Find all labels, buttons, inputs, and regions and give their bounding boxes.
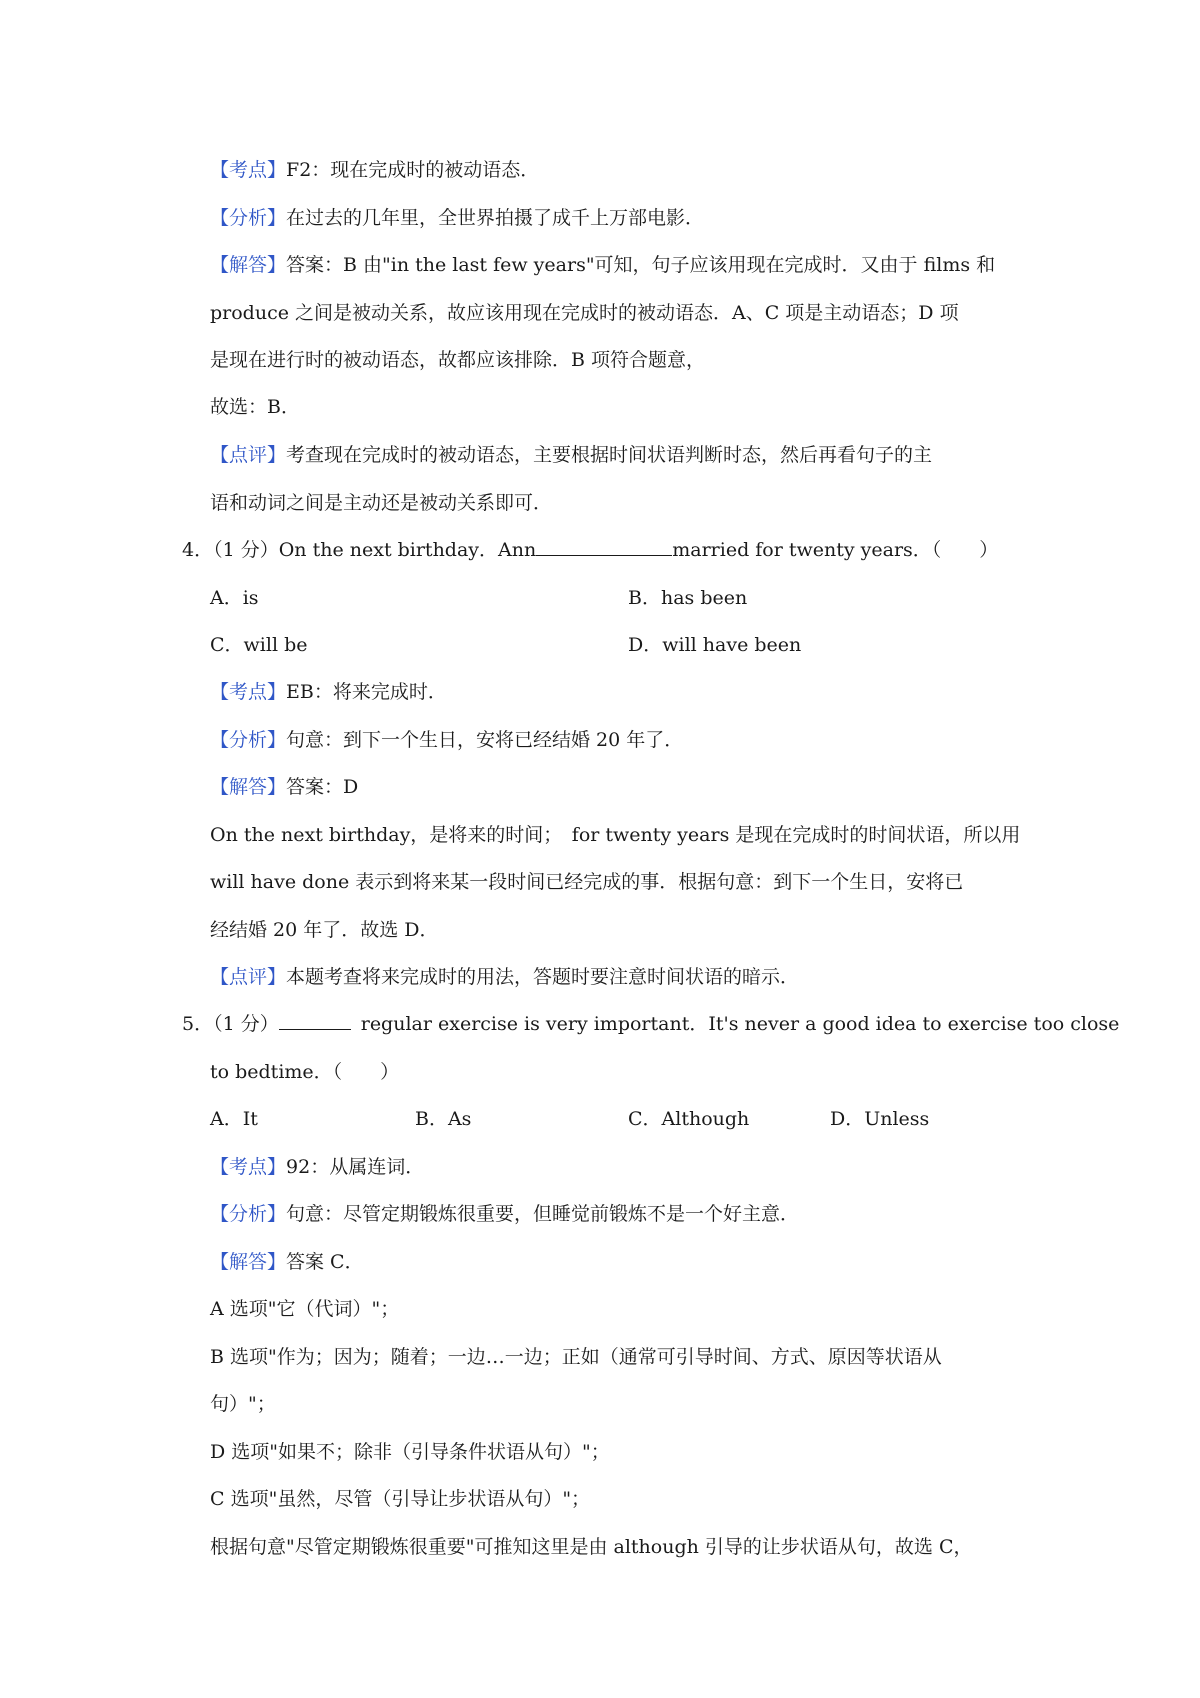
q5-body-line2: B 选项"作为；因为；随着；一边…一边；正如（通常可引导时间、方式、原因等状语从 <box>210 1346 942 1368</box>
q5-body-line6: 根据句意"尽管定期锻炼很重要"可推知这里是由 although 引导的让步状语从句，故选 C， <box>210 1536 973 1558</box>
jieda-text: 答案 C． <box>286 1251 364 1273</box>
q5-body-line1: A 选项"它（代词）"； <box>210 1298 400 1320</box>
q4-fenxi <box>210 727 1030 753</box>
kaodian-tag: 【考点】 <box>210 159 287 181</box>
q5-body-line5: C 选项"虽然，尽管（引导让步状语从句）"； <box>210 1488 591 1510</box>
q4-stem <box>182 537 1002 563</box>
fenxi-tag: 【分析】 <box>210 207 287 229</box>
q3-jieda-line4: 故选：B． <box>210 396 300 418</box>
stem-text: regular exercise is very important．It's never a good idea to exercise too close <box>360 1013 1120 1035</box>
kaodian-text: 92：从属连词． <box>286 1156 425 1178</box>
stem-text-cont: married for twenty years．（ ） <box>672 539 999 561</box>
jieda-tag: 【解答】 <box>210 254 287 276</box>
question-number: 4． <box>182 539 214 561</box>
q4-option-b: B．has been <box>628 587 748 609</box>
q5-kaodian <box>210 1154 1030 1180</box>
q4-body-line3: 经结婚 20 年了．故选 D． <box>210 919 439 941</box>
q5-option-b: B．As <box>415 1108 472 1130</box>
kaodian-tag: 【考点】 <box>210 681 287 703</box>
jieda-tag: 【解答】 <box>210 776 287 798</box>
q4-jieda <box>210 774 1030 800</box>
fenxi-text: 句意：到下一个生日，安将已经结婚 20 年了． <box>286 729 684 751</box>
kaodian-text: EB：将来完成时． <box>286 681 447 703</box>
kaodian-text: F2：现在完成时的被动语态． <box>286 159 540 181</box>
q4-option-c: C．will be <box>210 634 308 656</box>
question-score: （1 分） <box>213 1013 279 1035</box>
stem-text: On the next birthday．Ann <box>278 539 537 561</box>
fenxi-tag: 【分析】 <box>210 1203 287 1225</box>
q5-option-a: A．It <box>210 1108 258 1130</box>
q5-stem <box>182 1011 1120 1037</box>
dianping-text: 本题考查将来完成时的用法，答题时要注意时间状语的暗示． <box>286 966 800 988</box>
question-score: （1 分） <box>213 539 279 561</box>
q5-fenxi <box>210 1201 1030 1227</box>
fenxi-text: 在过去的几年里，全世界拍摄了成千上万部电影． <box>286 207 705 229</box>
q3-jieda <box>210 252 1030 278</box>
dianping-tag: 【点评】 <box>210 444 287 466</box>
jieda-tag: 【解答】 <box>210 1251 287 1273</box>
fenxi-tag: 【分析】 <box>210 729 287 751</box>
q4-option-d: D．will have been <box>628 634 802 656</box>
q5-jieda <box>210 1249 1030 1275</box>
q5-body-line4: D 选项"如果不；除非（引导条件状语从句）"； <box>210 1441 610 1463</box>
q5-stem-line2: to bedtime．（ ） <box>210 1061 400 1083</box>
answer-blank <box>279 1011 351 1030</box>
q4-body-line2: will have done 表示到将来某一段时间已经完成的事．根据句意：到下一个生日，安将已 <box>210 871 964 893</box>
dianping-tag: 【点评】 <box>210 966 287 988</box>
q5-option-c: C．Although <box>628 1108 750 1130</box>
answer-blank <box>536 537 672 556</box>
q3-jieda-line3: 是现在进行时的被动语态，故都应该排除．B 项符合题意， <box>210 349 706 371</box>
jieda-text: 答案：B 由"in the last few years"可知，句子应该用现在完成时．又由于 films 和 <box>286 254 996 276</box>
q4-body-line1: On the next birthday，是将来的时间； for twenty years 是现在完成时的时间状语，所以用 <box>210 824 1021 846</box>
q3-dianping <box>210 442 1030 468</box>
q5-option-d: D．Unless <box>830 1108 930 1130</box>
q4-option-a: A．is <box>210 587 259 609</box>
q4-kaodian <box>210 679 1030 705</box>
q3-dianping-line2: 语和动词之间是主动还是被动关系即可． <box>210 492 553 514</box>
q3-jieda-line2: produce 之间是被动关系，故应该用现在完成时的被动语态．A、C 项是主动语态；D 项 <box>210 302 959 324</box>
jieda-text: 答案：D <box>286 776 359 798</box>
kaodian-tag: 【考点】 <box>210 1156 287 1178</box>
q4-dianping <box>210 964 1030 990</box>
q5-body-line3: 句）"； <box>210 1393 276 1415</box>
dianping-text: 考查现在完成时的被动语态，主要根据时间状语判断时态，然后再看句子的主 <box>286 444 933 466</box>
q3-kaodian <box>210 157 1030 183</box>
question-number: 5． <box>182 1013 214 1035</box>
q3-fenxi <box>210 205 1030 231</box>
fenxi-text: 句意：尽管定期锻炼很重要，但睡觉前锻炼不是一个好主意． <box>286 1203 800 1225</box>
